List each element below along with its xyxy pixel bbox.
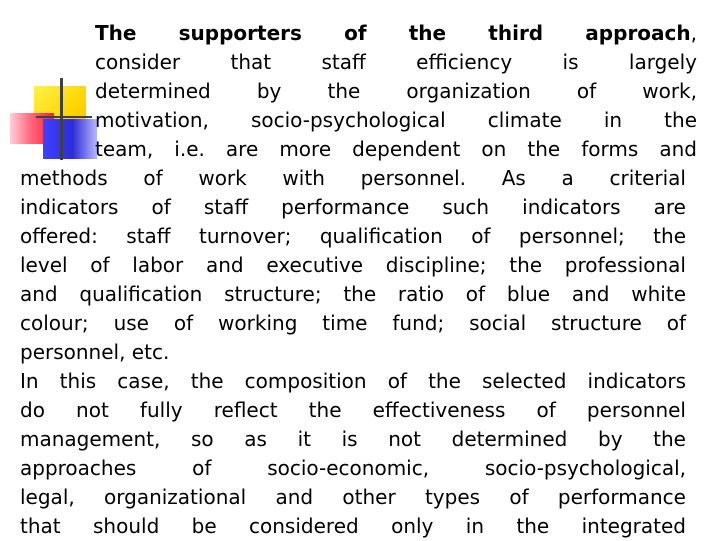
body-line: level of labor and executive discipline; the professional xyxy=(20,253,686,277)
blue-square xyxy=(43,119,97,159)
body-line: indicators of staff performance such indicators are xyxy=(20,195,686,219)
horizontal-line xyxy=(36,116,92,118)
body-line: legal, organizational and other types of performance xyxy=(20,485,686,509)
decorative-squares-logo xyxy=(0,0,110,170)
body-line: and qualification structure; the ratio of blue and white xyxy=(20,282,686,306)
body-line: personnel, etc. xyxy=(20,340,170,364)
body-line: offered: staff turnover; qualification of personnel; the xyxy=(20,224,686,248)
body-line: do not fully reflect the effectiveness of personnel xyxy=(20,398,686,422)
intro-line: consider that staff efficiency is largely xyxy=(95,50,697,74)
intro-line: team, i.e. are more dependent on the forms and xyxy=(95,137,697,161)
body-line: colour; use of working time fund; social structure of xyxy=(20,311,686,335)
intro-line: determined by the organization of work, xyxy=(95,79,697,103)
intro-lead-rest: , xyxy=(690,21,697,45)
intro-first-line xyxy=(95,19,697,48)
intro-text-block xyxy=(95,19,697,164)
vertical-line xyxy=(60,78,63,160)
body-line: that should be considered only in the integrated xyxy=(20,514,686,538)
body-line: In this case, the composition of the selected indicators xyxy=(20,369,686,393)
intro-bold-lead: The supporters of the third approach xyxy=(95,21,691,45)
body-text-block xyxy=(20,164,686,541)
intro-line: motivation, socio-psychological climate in the xyxy=(95,108,697,132)
body-line: management, so as it is not determined by the xyxy=(20,427,686,451)
body-line: methods of work with personnel. As a criterial xyxy=(20,166,686,190)
body-line: approaches of socio-economic, socio-psychological, xyxy=(20,456,686,480)
